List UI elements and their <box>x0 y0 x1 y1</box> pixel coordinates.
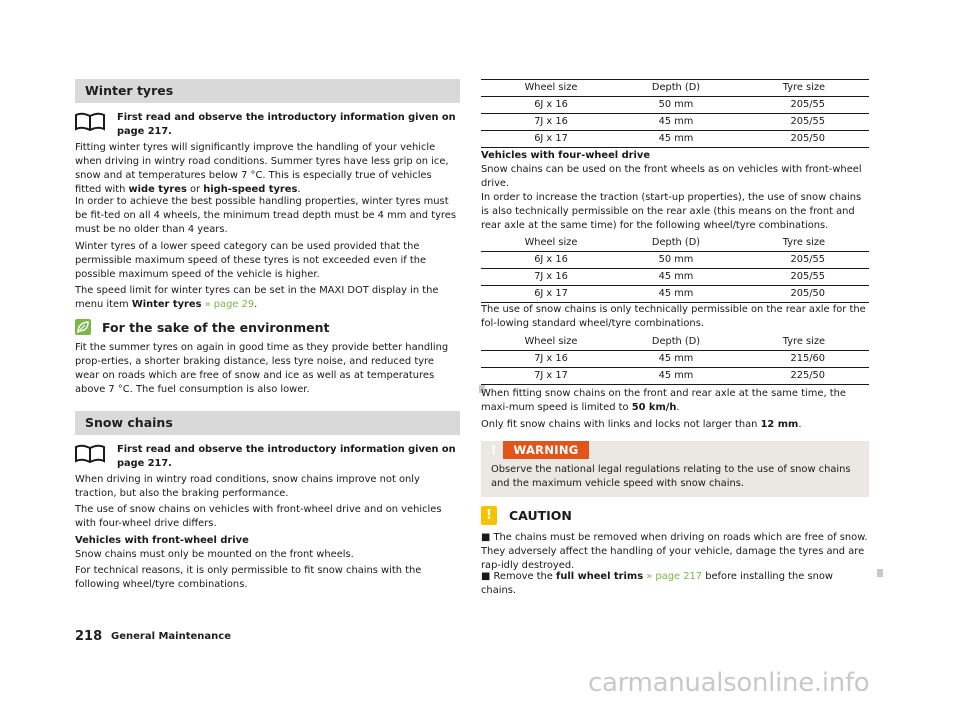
column-header: Tyre size <box>731 80 869 97</box>
column-header: Depth (D) <box>621 235 731 252</box>
four-wheel-drive-block: Vehicles with four-wheel drive Snow chains can be used on the front wheels as on vehicles with front-wheel drive. <box>481 150 862 189</box>
intro-text: First read and observe the introductory information given on page 217. <box>117 444 456 469</box>
intro-text: First read and observe the introductory information given on page 217. <box>117 112 456 137</box>
winter-paragraph-2: In order to achieve the best possible handling properties, winter tyres must be fit-ted on all 4 wheels, the minimum tread depth must be 4 mm and tyres must be no older than 4 years. <box>75 196 456 235</box>
page-link-29[interactable]: » page 29 <box>201 298 255 310</box>
section-heading-winter-tyres: Winter tyres <box>75 79 460 103</box>
caution-exclamation-icon: ! <box>481 506 497 525</box>
warning-text: Observe the national legal regulations relating to the use of snow chains and the maximum vehicle speed with snow chains. <box>491 464 851 489</box>
column-header: Wheel size <box>481 235 621 252</box>
column-header: Wheel size <box>481 334 621 351</box>
table-header-row <box>481 80 869 97</box>
section-heading-snow-chains: Snow chains <box>75 411 460 435</box>
speed-limit-paragraph: When fitting snow chains on the front and rear axle at the same time, the maxi-mum speed is limited to 50 km/h. <box>481 388 846 413</box>
intro-note-snow <box>75 443 460 477</box>
caution-bullet-2: ■ Remove the full wheel trims » page 217 before installing the snow chains. <box>481 571 833 596</box>
rear-axle-paragraph: The use of snow chains is only technically permissible on the rear axle for the fol-lowing standard wheel/tyre combinations. <box>481 304 866 329</box>
table-row: 6J x 16 50 mm 205/55 <box>481 97 869 114</box>
table-row: 6J x 16 50 mm 205/55 <box>481 252 869 269</box>
footer-section-title: General Maintenance <box>111 631 231 642</box>
column-header: Depth (D) <box>621 334 731 351</box>
snow-paragraph-1: When driving in wintry road conditions, snow chains improve not only traction, but also the braking performance. <box>75 474 420 499</box>
warning-header <box>481 441 869 459</box>
open-book-icon <box>75 443 105 463</box>
table-row: 7J x 17 45 mm 225/50 <box>481 368 869 385</box>
watermark: carmanualsonline.info <box>588 668 870 698</box>
chain-size-paragraph: Only fit snow chains with links and locks not larger than 12 mm. <box>481 419 802 430</box>
table-header-row <box>481 334 869 351</box>
table-row: 6J x 17 45 mm 205/50 <box>481 131 869 148</box>
column-header: Tyre size <box>731 235 869 252</box>
page-link-217[interactable]: » page 217 <box>643 571 703 582</box>
winter-paragraph-4: The speed limit for winter tyres can be set in the MAXI DOT display in the menu item Winter tyres » page 29. <box>75 285 439 310</box>
table-row: 7J x 16 45 mm 205/55 <box>481 269 869 286</box>
column-header: Tyre size <box>731 334 869 351</box>
section-end-marker <box>877 569 883 577</box>
snow-paragraph-3: For technical reasons, it is only permissible to fit snow chains with the following wheel/tyre combinations. <box>75 565 422 590</box>
caution-bullet-1: ■ The chains must be removed when driving on roads which are free of snow. They adversely affect the handling of your vehicle, damage the tyres and are rap-idly destroyed. <box>481 532 868 571</box>
column-header: Wheel size <box>481 80 621 97</box>
table-front-wheel-drive <box>481 79 869 148</box>
snow-paragraph-2: The use of snow chains on vehicles with front-wheel drive and on vehicles with four-wheel drive differs. <box>75 504 442 529</box>
exclamation-icon: ! <box>491 443 497 457</box>
table-row: 6J x 17 45 mm 205/50 <box>481 286 869 303</box>
table-front-and-rear-axle <box>481 235 869 303</box>
table-rear-axle <box>481 334 869 385</box>
open-book-icon <box>75 111 105 131</box>
four-wheel-drive-paragraph: In order to increase the traction (start-up properties), the use of snow chains is also technically permissible on the rear axle (this means on the front and rear axle at the same time) for the following wheel/tyre combinations. <box>481 192 862 231</box>
intro-note-winter <box>75 111 460 145</box>
column-header: Depth (D) <box>621 80 731 97</box>
winter-paragraph-1: Fitting winter tyres will significantly improve the handling of your vehicle when driving in wintry road conditions. Summer tyres have less grip on ice, snow and at temperatures below 7 °C. This is especially true of vehicles fitted with wide tyres or high-speed tyres. <box>75 142 449 195</box>
leaf-icon <box>75 319 91 335</box>
warning-box <box>481 441 869 497</box>
page-number: 218 <box>75 629 103 644</box>
winter-paragraph-3: Winter tyres of a lower speed category can be used provided that the permissible maximum speed of these tyres is not exceeded even if the possible maximum speed of the vehicle is higher. <box>75 241 427 280</box>
warning-label: WARNING <box>503 441 589 459</box>
table-row: 7J x 16 45 mm 215/60 <box>481 351 869 368</box>
front-wheel-drive-block: Vehicles with front-wheel drive Snow chains must only be mounted on the front wheels. <box>75 535 354 560</box>
environment-text: Fit the summer tyres on again in good time as they provide better handling prop-erties, a shorter braking distance, less tyre noise, and reduced tyre wear on roads which are free of snow and ice as well as at temperatures above 7 °C. The fuel consumption is also lower. <box>75 342 449 395</box>
table-row: 7J x 16 45 mm 205/55 <box>481 114 869 131</box>
table-header-row <box>481 235 869 252</box>
